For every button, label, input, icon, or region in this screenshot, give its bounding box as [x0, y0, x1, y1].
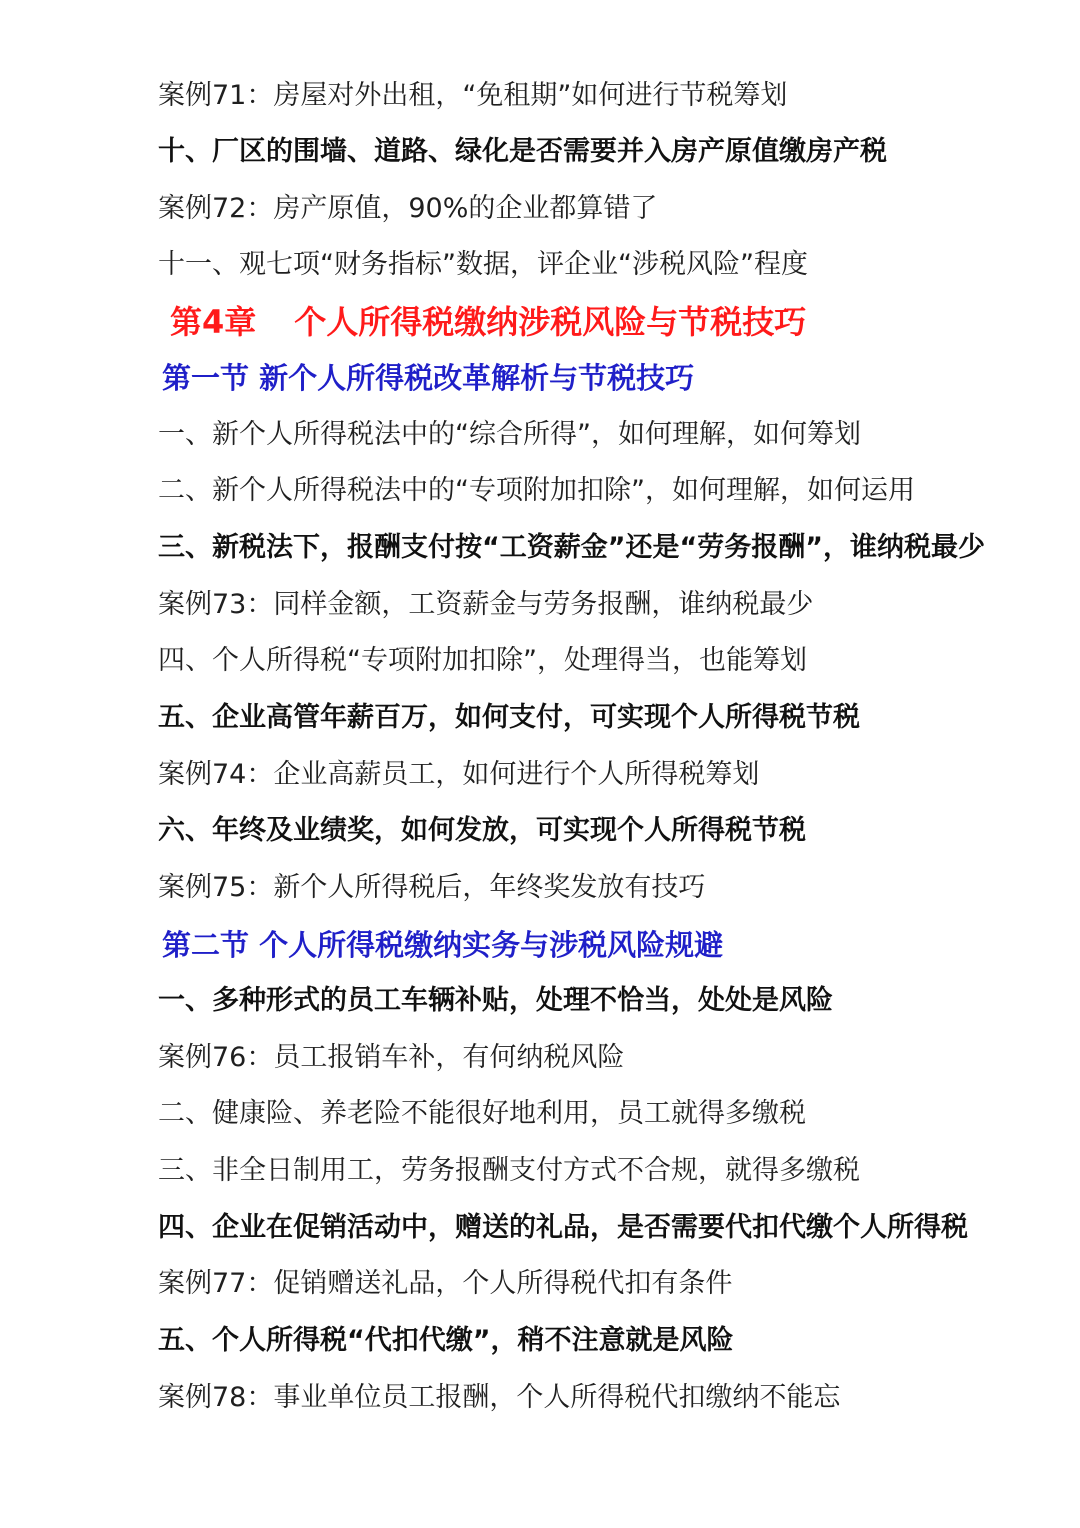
item-heading: 三、新税法下，报酬支付按“工资薪金”还是“劳务报酬”，谁纳税最少: [158, 532, 985, 563]
section-title: 第一节 新个人所得税改革解析与节税技巧: [162, 361, 695, 395]
item-heading: 六、年终及业绩奖，如何发放，可实现个人所得税节税: [158, 815, 806, 846]
section-title: 第二节 个人所得税缴纳实务与涉税风险规避: [162, 928, 724, 962]
item-heading: 四、企业在促销活动中，赠送的礼品，是否需要代扣代缴个人所得税: [158, 1212, 968, 1243]
case-line: 案例78：事业单位员工报酬，个人所得税代扣缴纳不能忘: [158, 1382, 841, 1413]
case-line: 案例77：促销赠送礼品，个人所得税代扣有条件: [158, 1268, 733, 1299]
item-line: 四、个人所得税“专项附加扣除”，处理得当，也能筹划: [158, 645, 807, 676]
item-heading: 十、厂区的围墙、道路、绿化是否需要并入房产原值缴房产税: [158, 136, 887, 167]
item-line: 三、非全日制用工，劳务报酬支付方式不合规，就得多缴税: [158, 1155, 860, 1186]
chapter-number: 第4章: [170, 303, 257, 341]
item-line: 二、新个人所得税法中的“专项附加扣除”，如何理解，如何运用: [158, 475, 915, 506]
item-heading: 一、多种形式的员工车辆补贴，处理不恰当，处处是风险: [158, 985, 833, 1016]
case-line: 案例74：企业高薪员工，如何进行个人所得税筹划: [158, 759, 760, 790]
item-heading: 五、个人所得税“代扣代缴”，稍不注意就是风险: [158, 1325, 734, 1356]
item-line: 二、健康险、养老险不能很好地利用，员工就得多缴税: [158, 1098, 806, 1129]
case-line: 案例75：新个人所得税后，年终奖发放有技巧: [158, 872, 706, 903]
case-line: 案例73：同样金额，工资薪金与劳务报酬，谁纳税最少: [158, 589, 814, 620]
item-line: 一、新个人所得税法中的“综合所得”，如何理解，如何筹划: [158, 419, 861, 450]
item-heading: 五、企业高管年薪百万，如何支付，可实现个人所得税节税: [158, 702, 860, 733]
case-line: 案例72：房产原值，90%的企业都算错了: [158, 193, 658, 224]
case-line: 案例76：员工报销车补，有何纳税风险: [158, 1042, 625, 1073]
case-line: 案例71：房屋对外出租，“免租期”如何进行节税筹划: [158, 80, 788, 111]
chapter-title: [170, 302, 806, 342]
chapter-name: 个人所得税缴纳涉税风险与节税技巧: [294, 303, 807, 341]
item-line: 十一、观七项“财务指标”数据，评企业“涉税风险”程度: [158, 249, 808, 280]
